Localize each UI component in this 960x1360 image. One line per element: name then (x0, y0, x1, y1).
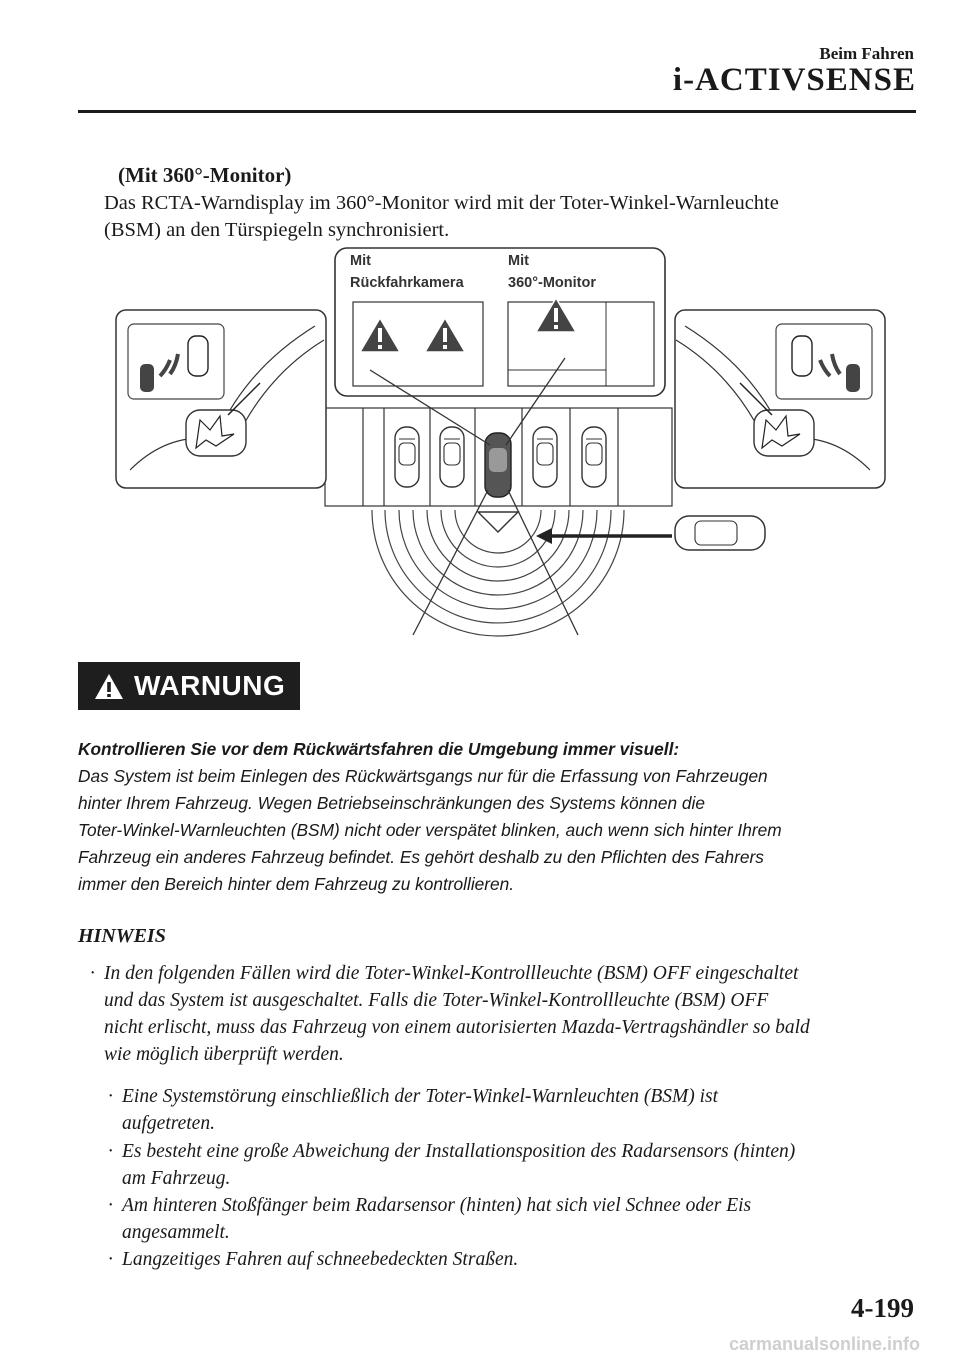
note-line: In den folgenden Fällen wird die Toter-Winkel-Kontrollleuchte (BSM) OFF eingeschaltet (104, 963, 799, 984)
warning-text (78, 736, 918, 898)
intro-line: (BSM) an den Türspiegeln synchronisiert. (104, 219, 450, 241)
note-sub-line: Langzeitiges Fahren auf schneebedeckten Straßen. (122, 1249, 519, 1270)
intro-paragraph (104, 190, 904, 244)
note-main-item (90, 960, 934, 1068)
note-sub-line: angesammelt. (122, 1222, 230, 1243)
chapter-title: i-ACTIVSENSE (672, 62, 916, 98)
note-sub-line: am Fahrzeug. (122, 1168, 231, 1189)
note-line: nicht erlischt, muss das Fahrzeug von einem autorisierten Mazda-Vertragshändler so bald (104, 1017, 810, 1038)
note-sub-item (108, 1246, 922, 1273)
note-sub-item (108, 1083, 922, 1137)
warning-banner (78, 662, 300, 710)
note-sub-line: Es besteht eine große Abweichung der Installationsposition des Radarsensors (hinten) (122, 1141, 796, 1162)
watermark: carmanualsonline.info (728, 1334, 920, 1354)
warning-line: hinter Ihrem Fahrzeug. Wegen Betriebseinschränkungen des Systems können die (78, 793, 705, 813)
reverse-arrow-icon (478, 512, 518, 532)
right-mirror-panel (675, 310, 885, 488)
note-line: wie möglich überprüft werden. (104, 1044, 344, 1065)
label-360-line1: Mit (508, 253, 529, 269)
note-sub-line: Eine Systemstörung einschließlich der Toter-Winkel-Warnleuchten (BSM) ist (122, 1086, 719, 1107)
rcta-illustration (110, 240, 890, 645)
note-sub-item (108, 1192, 922, 1246)
bullet-dot: · (108, 1086, 113, 1107)
note-sub-line: Am hinteren Stoßfänger beim Radarsensor (hinten) hat sich viel Schnee oder Eis (122, 1195, 752, 1216)
note-heading: HINWEIS (78, 925, 166, 947)
warning-line: Fahrzeug ein anderes Fahrzeug befindet. Es gehört deshalb zu den Pflichten des Fahrers (78, 847, 764, 867)
parking-lot (325, 408, 672, 506)
bullet-dot: · (108, 1249, 113, 1270)
display-panel (335, 248, 665, 396)
warning-line: Das System ist beim Einlegen des Rückwärtsgangs nur für die Erfassung von Fahrzeugen (78, 766, 768, 786)
label-rear-camera-line2: Rückfahrkamera (350, 275, 464, 291)
intro-line: Das RCTA-Warndisplay im 360°-Monitor wird mit der Toter-Winkel-Warnleuchte (104, 192, 779, 214)
warning-title: WARNUNG (134, 670, 286, 701)
note-sub-line: aufgetreten. (122, 1113, 215, 1134)
bullet-dot: · (108, 1195, 113, 1216)
left-mirror-panel (116, 310, 326, 488)
bullet-dot: · (108, 1141, 113, 1162)
label-360-line2: 360°-Monitor (508, 275, 596, 291)
label-rear-camera-line1: Mit (350, 253, 371, 269)
note-line: und das System ist ausgeschaltet. Falls die Toter-Winkel-Kontrollleuchte (BSM) OFF (104, 990, 769, 1011)
header-rule (78, 110, 916, 113)
page-number: 4-199 (851, 1293, 914, 1323)
section-label: Beim Fahren (819, 44, 914, 63)
warning-icon (94, 673, 124, 700)
warning-line: immer den Bereich hinter dem Fahrzeug zu kontrollieren. (78, 874, 515, 894)
warning-line: Toter-Winkel-Warnleuchten (BSM) nicht oder verspätet blinken, auch wenn sich hinter Ihrem (78, 820, 782, 840)
approaching-vehicle (536, 516, 765, 550)
sub-heading: (Mit 360°-Monitor) (118, 163, 292, 187)
note-sub-item (108, 1138, 922, 1192)
bullet-dot: · (90, 963, 95, 984)
warning-heading: Kontrollieren Sie vor dem Rückwärtsfahren die Umgebung immer visuell: (78, 739, 680, 759)
